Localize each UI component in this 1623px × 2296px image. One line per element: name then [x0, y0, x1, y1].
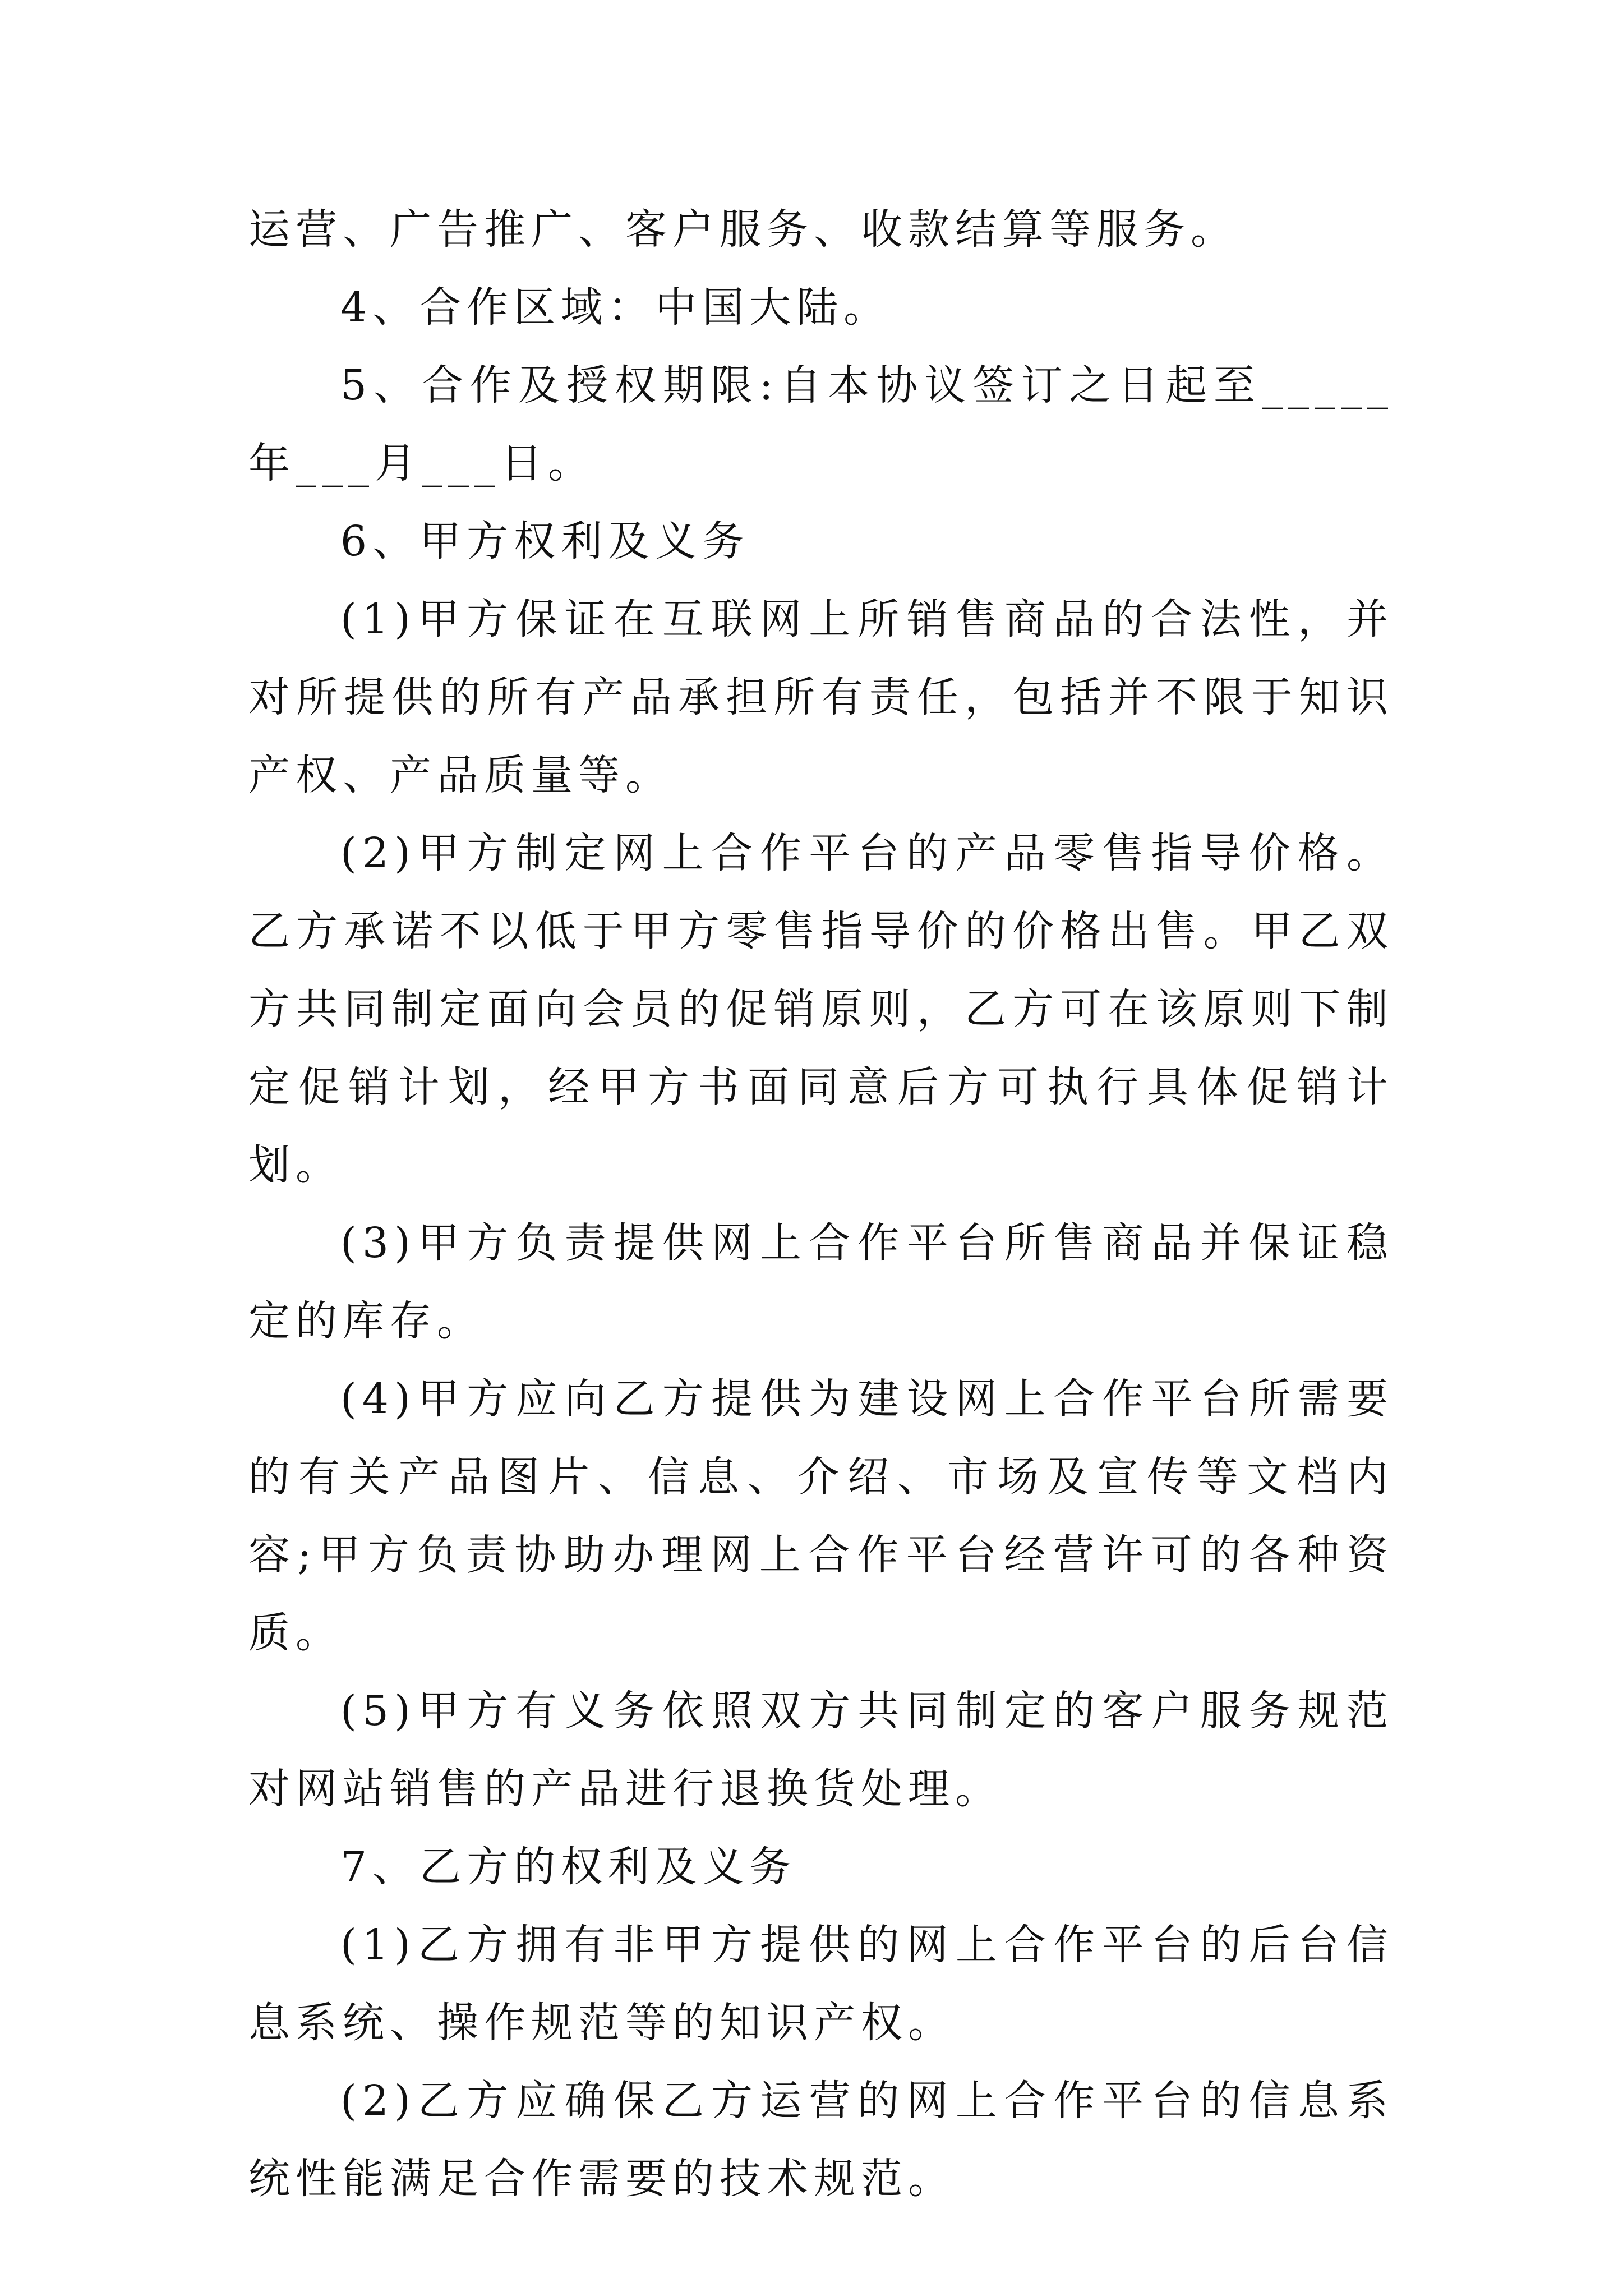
- paragraph-party-a-item-4: (4)甲方应向乙方提供为建设网上合作平台所需要的有关产品图片、信息、介绍、市场及宣传等文档内容;甲方负责协助办理网上合作平台经营许可的各种资质。: [248, 1375, 1394, 1657]
- paragraph-party-a-item-3: (3)甲方负责提供网上合作平台所售商品并保证稳定的库存。: [248, 1219, 1394, 1345]
- heading-party-b-rights: 7、乙方的权利及义务: [340, 1843, 797, 1891]
- paragraph-authorization-period: 5、合作及授权期限:自本协议签订之日起至_____年___月___日。: [248, 361, 1394, 487]
- document-body: [248, 191, 1394, 2218]
- paragraph-cooperation-region: 4、合作区域：中国大陆。: [340, 283, 891, 332]
- paragraph-services-continued: 运营、广告推广、客户服务、收款结算等服务。: [248, 205, 1238, 254]
- paragraph-party-b-item-2: (2)乙方应确保乙方运营的网上合作平台的信息系统性能满足合作需要的技术规范。: [248, 2077, 1394, 2203]
- paragraph-party-a-item-5: (5)甲方有义务依照双方共同制定的客户服务规范对网站销售的产品进行退换货处理。: [248, 1687, 1394, 1813]
- paragraph-party-b-item-1: (1)乙方拥有非甲方提供的网上合作平台的后台信息系统、操作规范等的知识产权。: [248, 1921, 1394, 2047]
- paragraph-party-a-item-2: (2)甲方制定网上合作平台的产品零售指导价格。乙方承诺不以低于甲方零售指导价的价格出售。甲乙双方共同制定面向会员的促销原则，乙方可在该原则下制定促销计划，经甲方书面同意后方可执行具体促销计划。: [248, 829, 1394, 1189]
- paragraph-party-a-item-1: (1)甲方保证在互联网上所销售商品的合法性，并对所提供的所有产品承担所有责任，包括并不限于知识产权、产品质量等。: [248, 595, 1394, 799]
- heading-party-a-rights: 6、甲方权利及义务: [340, 517, 750, 565]
